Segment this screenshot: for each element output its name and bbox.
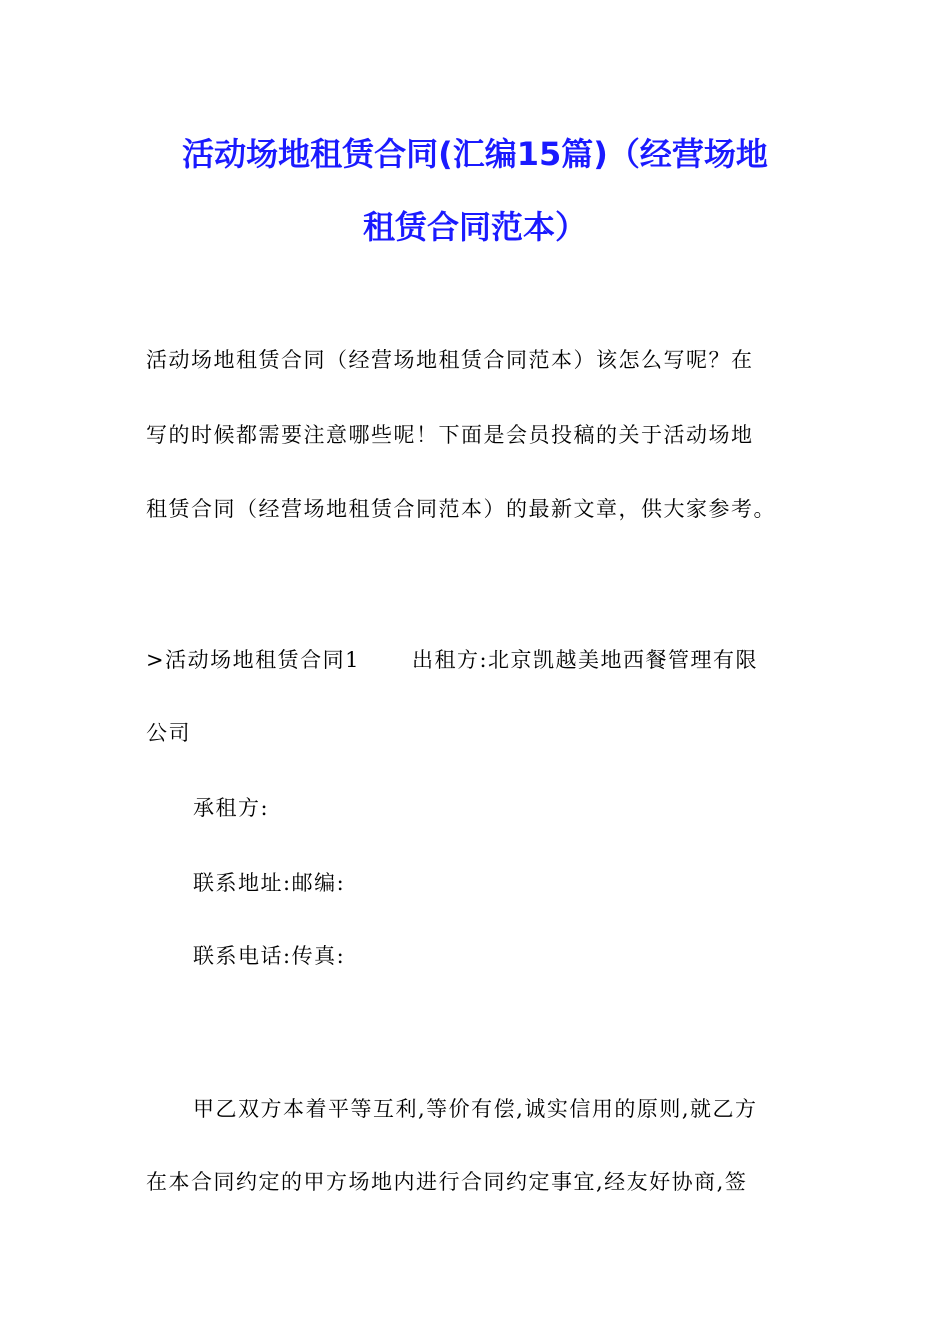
document-title-line-2: 租赁合同范本）: [362, 208, 587, 246]
section-heading: >活动场地租赁合同1: [146, 648, 360, 672]
intro-line-3: 租赁合同（经营场地租赁合同范本）的最新文章，供大家参考。: [146, 497, 776, 521]
document-title-line-1: 活动场地租赁合同(汇编15篇)（经营场地: [182, 135, 768, 173]
lessor-line-2: 公司: [146, 721, 191, 745]
paragraph-line-1: 甲乙双方本着平等互利,等价有偿,诚实信用的原则,就乙方: [193, 1097, 758, 1121]
intro-line-2: 写的时候都需要注意哪些呢！下面是会员投稿的关于活动场地: [146, 423, 754, 447]
phone-field: 联系电话:传真:: [193, 944, 346, 968]
lessee-field: 承租方:: [193, 796, 270, 820]
lessor-line-1: 出租方:北京凯越美地西餐管理有限: [411, 648, 759, 672]
address-field: 联系地址:邮编:: [193, 871, 346, 895]
paragraph-line-2: 在本合同约定的甲方场地内进行合同约定事宜,经友好协商,签: [146, 1170, 748, 1194]
intro-line-1: 活动场地租赁合同（经营场地租赁合同范本）该怎么写呢？在: [146, 348, 754, 372]
section-heading-row: [146, 645, 758, 675]
